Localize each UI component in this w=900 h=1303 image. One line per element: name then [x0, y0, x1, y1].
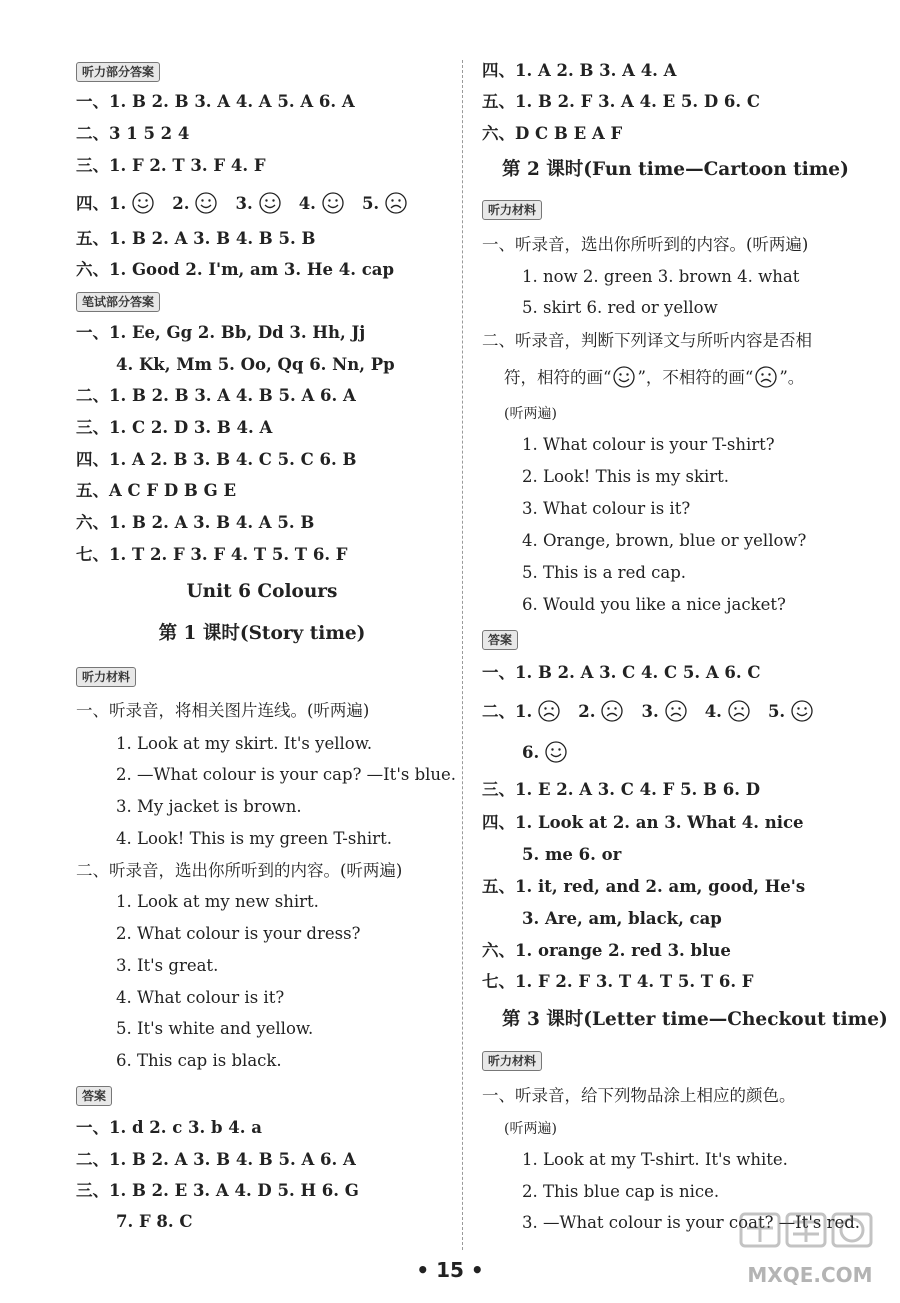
answer-line: 二、1. B 2. A 3. B 4. B 5. A 6. A — [76, 1150, 356, 1169]
face-answer-item — [578, 702, 625, 721]
sad-face-icon — [755, 366, 777, 388]
answer-line: 六、D C B E A F — [482, 124, 623, 143]
item-number: 3. — [641, 702, 659, 721]
smile-face-icon — [322, 192, 344, 214]
smile-face-icon — [791, 700, 813, 722]
answer-line: 7. F 8. C — [116, 1212, 193, 1231]
lesson-title: 第 2 课时(Fun time—Cartoon time) — [502, 159, 849, 180]
answer-line: 三、1. F 2. T 3. F 4. F — [76, 156, 266, 175]
lesson-title: 第 1 课时(Story time) — [158, 623, 366, 644]
listening-item: 4. Look! This is my green T-shirt. — [116, 829, 392, 848]
answer-line: 六、1. B 2. A 3. B 4. A 5. B — [76, 513, 315, 532]
listening-item: 2. This blue cap is nice. — [522, 1182, 720, 1201]
listening-item: 1. Look at my new shirt. — [116, 892, 319, 911]
answer-line-faces — [522, 741, 585, 764]
face-answer-item — [522, 743, 569, 762]
listening-item: 5. It's white and yellow. — [116, 1019, 314, 1038]
section-tag-listening-material: 听力材料 — [76, 667, 136, 687]
answer-line: 二、3 1 5 2 4 — [76, 124, 190, 143]
item-number: 6. — [522, 743, 540, 762]
question-note: (听两遍) — [504, 406, 557, 422]
face-answer-item — [641, 702, 688, 721]
smile-face-icon — [132, 192, 154, 214]
answer-line: 四、1. A 2. B 3. B 4. C 5. C 6. B — [76, 450, 357, 469]
answer-prefix: 四、 — [76, 194, 109, 213]
answer-line: 一、1. B 2. B 3. A 4. A 5. A 6. A — [76, 92, 355, 111]
sad-face-icon — [601, 700, 623, 722]
item-number: 4. — [704, 702, 722, 721]
smile-face-icon — [613, 366, 635, 388]
listening-item: 5. skirt 6. red or yellow — [522, 298, 718, 317]
listening-item: 4. What colour is it? — [116, 988, 285, 1007]
listening-item: 3. It's great. — [116, 956, 219, 975]
listening-item: 1. now 2. green 3. brown 4. what — [522, 267, 800, 286]
answer-line: 四、1. A 2. B 3. A 4. A — [482, 61, 677, 80]
question-heading: 一、听录音，将相关图片连线。(听两遍) — [76, 701, 370, 720]
section-tag-written-answers: 笔试部分答案 — [76, 292, 160, 312]
face-answer-item — [172, 194, 219, 213]
answer-line: 一、1. B 2. A 3. C 4. C 5. A 6. C — [482, 663, 761, 682]
question-instruction: 符，相符的画“ ”，不相符的画“ ”。 — [504, 368, 805, 387]
answer-line: 5. me 6. or — [522, 845, 622, 864]
question-heading: 二、听录音，选出你所听到的内容。(听两遍) — [76, 861, 403, 880]
section-tag-listening-material: 听力材料 — [482, 200, 542, 220]
face-answer-item — [299, 194, 346, 213]
unit-title: Unit 6 Colours — [186, 581, 338, 602]
answer-line: 3. Are, am, black, cap — [522, 909, 722, 928]
watermark-logo — [735, 1208, 885, 1294]
item-number: 5. — [361, 194, 380, 213]
face-answer-item — [109, 194, 156, 213]
item-number: 2. — [172, 194, 190, 213]
listening-item: 1. What colour is your T-shirt? — [522, 435, 775, 454]
item-number: 3. — [235, 194, 253, 213]
face-answer-item — [235, 194, 282, 213]
answer-line: 七、1. F 2. F 3. T 4. T 5. T 6. F — [482, 972, 754, 991]
answer-line: 二、1. B 2. B 3. A 4. B 5. A 6. A — [76, 386, 356, 405]
face-answer-item — [515, 702, 562, 721]
listening-item: 3. What colour is it? — [522, 499, 691, 518]
smile-face-icon — [195, 192, 217, 214]
listening-item: 3. My jacket is brown. — [116, 797, 302, 816]
listening-item: 4. Orange, brown, blue or yellow? — [522, 531, 807, 550]
listening-item: 5. This is a red cap. — [522, 563, 687, 582]
answer-line: 五、A C F D B G E — [76, 481, 237, 500]
item-number: 1. — [109, 194, 127, 213]
answer-line-faces — [482, 700, 831, 723]
sad-face-icon — [385, 192, 407, 214]
listening-item: 3. —What colour is your coat? —It's red. — [522, 1213, 861, 1232]
item-number: 4. — [298, 194, 316, 213]
answer-line: 五、1. B 2. F 3. A 4. E 5. D 6. C — [482, 92, 761, 111]
section-tag-listening-material: 听力材料 — [482, 1051, 542, 1071]
answer-line: 三、1. E 2. A 3. C 4. F 5. B 6. D — [482, 780, 761, 799]
answer-line: 三、1. B 2. E 3. A 4. D 5. H 6. G — [76, 1181, 359, 1200]
face-answer-item — [768, 702, 815, 721]
question-heading: 二、听录音，判断下列译文与所听内容是否相 — [482, 331, 812, 350]
answer-line: 五、1. it, red, and 2. am, good, He's — [482, 877, 806, 896]
listening-item: 6. This cap is black. — [116, 1051, 282, 1070]
listening-item: 2. Look! This is my skirt. — [522, 467, 730, 486]
smile-face-icon — [259, 192, 281, 214]
answer-line: 六、1. orange 2. red 3. blue — [482, 941, 731, 960]
item-number: 5. — [767, 702, 786, 721]
sad-face-icon — [728, 700, 750, 722]
listening-item: 1. Look at my skirt. It's yellow. — [116, 734, 373, 753]
answer-line-faces — [76, 192, 425, 215]
page-number: • 15 • — [416, 1258, 484, 1282]
listening-item: 1. Look at my T-shirt. It's white. — [522, 1150, 788, 1169]
sad-face-icon — [538, 700, 560, 722]
answer-line: 四、1. Look at 2. an 3. What 4. nice — [482, 813, 804, 832]
smile-face-icon — [545, 741, 567, 763]
answer-line: 三、1. C 2. D 3. B 4. A — [76, 418, 273, 437]
item-number: 2. — [578, 702, 596, 721]
face-answer-item — [362, 194, 409, 213]
sad-face-icon — [665, 700, 687, 722]
answer-line: 五、1. B 2. A 3. B 4. B 5. B — [76, 229, 316, 248]
question-heading: 一、听录音，选出你所听到的内容。(听两遍) — [482, 235, 809, 254]
column-divider — [462, 60, 463, 1250]
listening-item: 2. —What colour is your cap? —It's blue. — [116, 765, 457, 784]
question-heading: 一、听录音，给下列物品涂上相应的颜色。 — [482, 1086, 796, 1105]
section-tag-answers: 答案 — [76, 1086, 112, 1106]
answer-line: 一、1. d 2. c 3. b 4. a — [76, 1118, 262, 1137]
answer-line: 4. Kk, Mm 5. Oo, Qq 6. Nn, Pp — [116, 355, 395, 374]
lesson-title: 第 3 课时(Letter time—Checkout time) — [502, 1009, 888, 1030]
face-answer-item — [705, 702, 752, 721]
section-tag-answers: 答案 — [482, 630, 518, 650]
answer-line: 一、1. Ee, Gg 2. Bb, Dd 3. Hh, Jj — [76, 323, 366, 342]
answer-prefix: 二、 — [482, 702, 515, 721]
listening-item: 6. Would you like a nice jacket? — [522, 595, 786, 614]
answer-line: 六、1. Good 2. I'm, am 3. He 4. cap — [76, 260, 394, 279]
listening-item: 2. What colour is your dress? — [116, 924, 361, 943]
watermark-domain: MXQE.COM — [747, 1263, 873, 1287]
question-note: (听两遍) — [504, 1121, 557, 1137]
item-number: 1. — [515, 702, 533, 721]
section-tag-listening-answers: 听力部分答案 — [76, 62, 160, 82]
answer-line: 七、1. T 2. F 3. F 4. T 5. T 6. F — [76, 545, 348, 564]
